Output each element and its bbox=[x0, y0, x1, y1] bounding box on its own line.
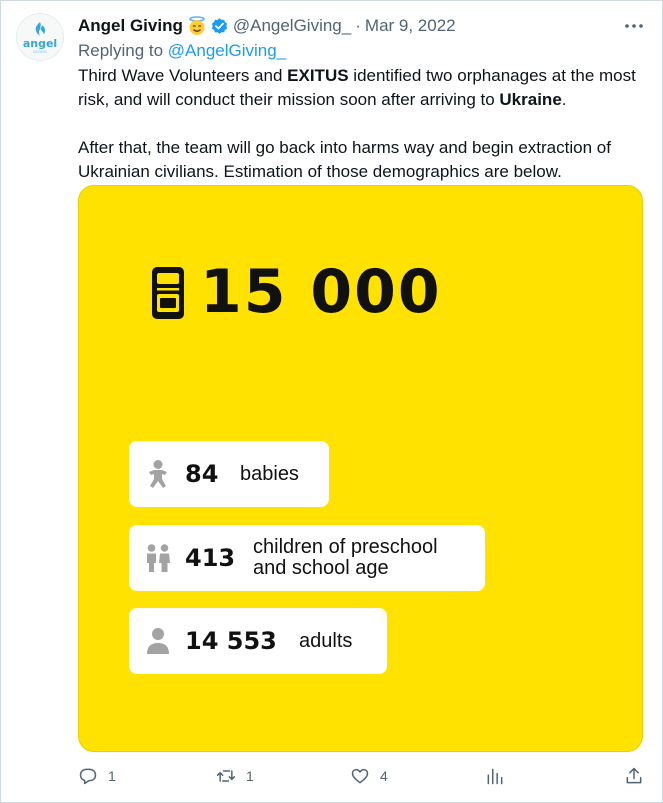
bar-chart-icon bbox=[485, 766, 505, 786]
stat-card-children bbox=[129, 525, 485, 591]
like-button[interactable] bbox=[350, 765, 388, 787]
infographic-image[interactable] bbox=[78, 185, 643, 752]
stat-label-children-line2: and school age bbox=[253, 557, 389, 579]
tweet-paragraph-2: After that, the team will go back into harms way and begin extraction of Ukrainian civilians. Estimation of those demographics are below. bbox=[78, 138, 611, 181]
text-segment: identified two orphanages at the most risk, and will conduct their mission soon after arriving to bbox=[78, 66, 636, 109]
views-button[interactable] bbox=[485, 765, 505, 787]
share-icon bbox=[624, 766, 644, 786]
stat-card-babies bbox=[129, 441, 329, 507]
stat-label-children bbox=[253, 537, 438, 579]
tweet-date[interactable]: Mar 9, 2022 bbox=[364, 16, 456, 35]
stat-number-babies: 84 bbox=[185, 460, 219, 488]
text-bold-ukraine: Ukraine bbox=[499, 90, 562, 109]
share-button[interactable] bbox=[624, 765, 644, 787]
author-name[interactable]: Angel Giving bbox=[78, 16, 183, 35]
retweet-count: 1 bbox=[246, 768, 254, 784]
retweet-icon bbox=[216, 766, 236, 786]
stat-label-adults: adults bbox=[299, 629, 353, 652]
reply-count: 1 bbox=[108, 768, 116, 784]
avatar-logo-text: angel bbox=[22, 36, 58, 50]
like-count: 4 bbox=[380, 768, 388, 784]
smiling-face-with-halo-icon bbox=[187, 16, 207, 36]
backpack-icon bbox=[150, 263, 186, 321]
tweet-paragraph-1 bbox=[78, 64, 648, 112]
heart-icon bbox=[350, 766, 370, 786]
more-dots-icon bbox=[624, 23, 644, 29]
stat-number-adults: 14 553 bbox=[185, 627, 277, 655]
text-segment: Third Wave Volunteers and bbox=[78, 66, 288, 85]
tweet-text bbox=[78, 64, 648, 184]
tweet-actions bbox=[78, 765, 648, 787]
stat-label-babies: babies bbox=[240, 462, 299, 485]
total-number: 15 000 bbox=[200, 257, 442, 327]
text-segment: . bbox=[561, 90, 567, 109]
flame-logo-icon bbox=[33, 21, 47, 37]
header-separator: · bbox=[355, 16, 361, 35]
reply-button[interactable] bbox=[78, 765, 116, 787]
avatar[interactable] bbox=[16, 13, 64, 61]
stat-card-adults bbox=[129, 608, 387, 674]
replying-to bbox=[78, 41, 286, 61]
tweet-header bbox=[78, 15, 456, 37]
more-options-button[interactable] bbox=[622, 15, 646, 37]
baby-icon bbox=[145, 459, 171, 489]
text-bold-exitus: EXITUS bbox=[287, 66, 349, 85]
reply-icon bbox=[78, 766, 98, 786]
verified-badge-icon bbox=[210, 17, 229, 36]
retweet-button[interactable] bbox=[216, 765, 254, 787]
replying-to-label: Replying to bbox=[78, 41, 164, 60]
person-icon bbox=[145, 626, 171, 656]
children-icon bbox=[145, 543, 171, 573]
total-figure bbox=[150, 257, 442, 327]
author-handle[interactable]: @AngelGiving_ bbox=[232, 16, 352, 35]
replying-to-handle[interactable]: @AngelGiving_ bbox=[167, 41, 287, 60]
avatar-logo-subtext: GIVING bbox=[32, 48, 47, 54]
stat-label-children-line1: children of preschool bbox=[253, 536, 438, 558]
stat-number-children: 413 bbox=[185, 544, 236, 572]
